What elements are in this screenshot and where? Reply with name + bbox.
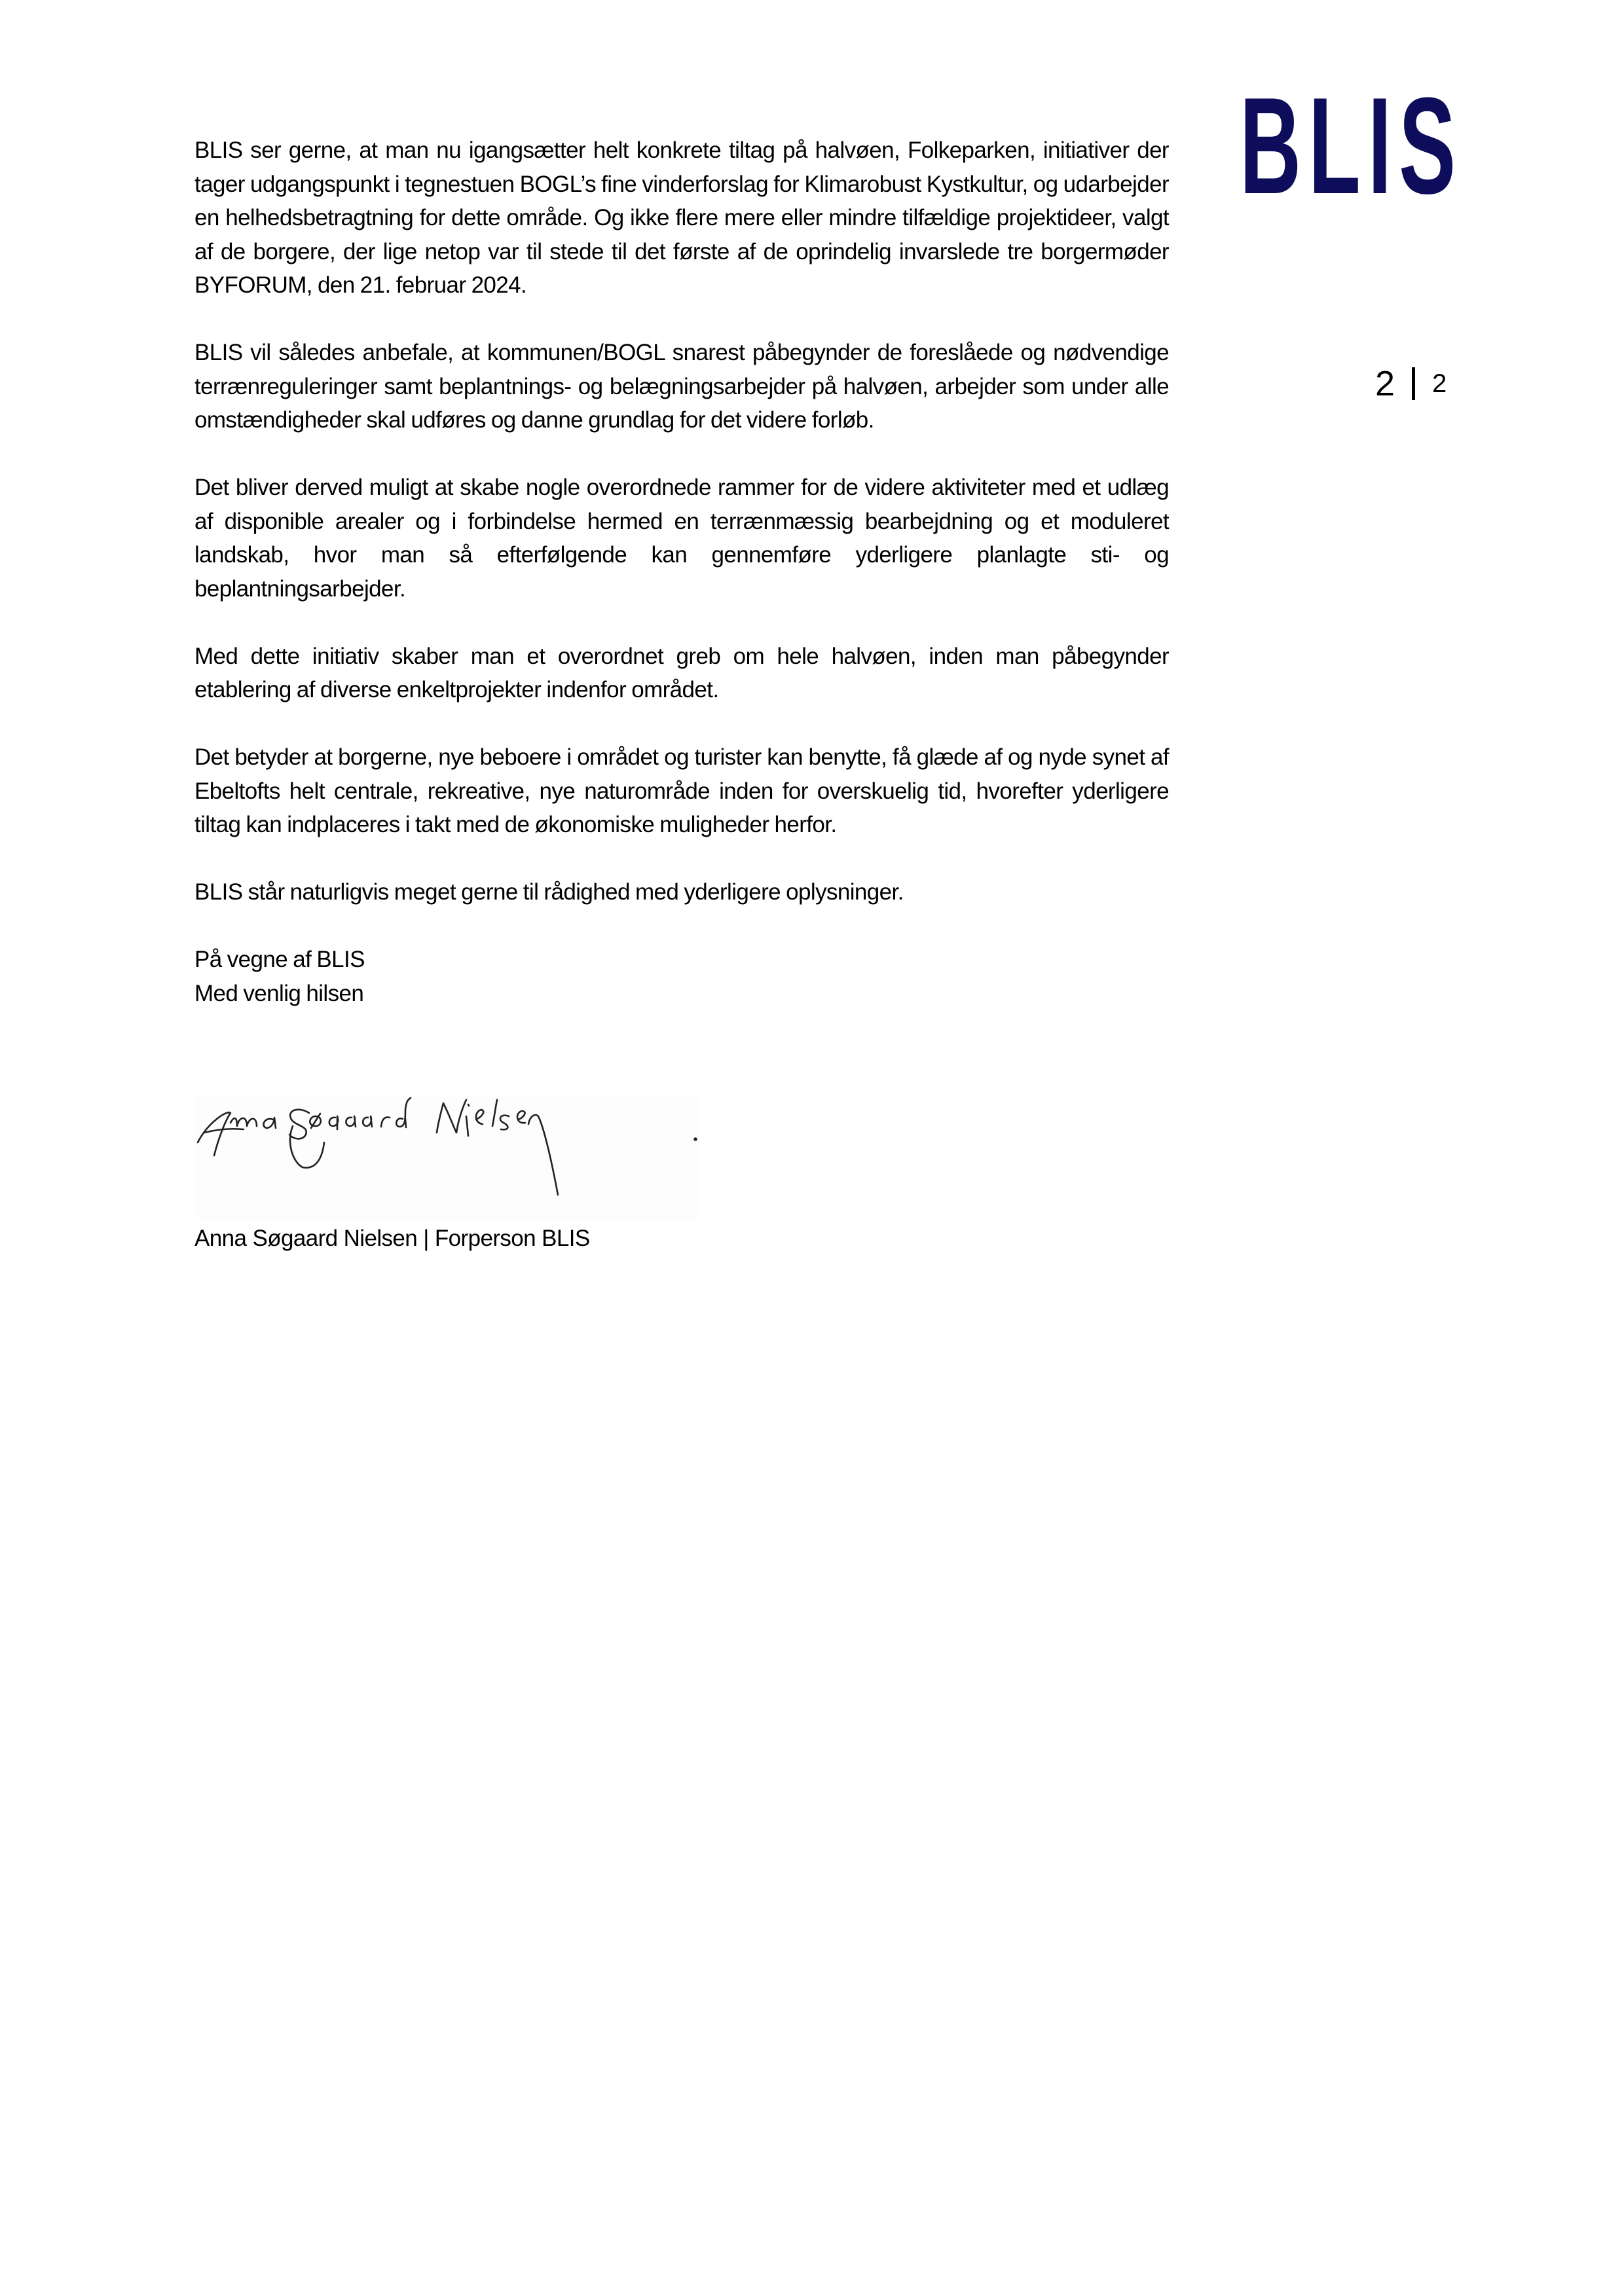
paragraph-5: Det betyder at borgerne, nye beboere i området og turister kan benytte, få glæde af og nyde synet af Ebeltofts helt centrale, rekreative, nye naturområde inden for overskuelig tid, hvorefter yderligere tiltag kan indplaceres i takt med de økonomiske muligheder herfor. bbox=[194, 744, 1169, 837]
signer-name-title: Anna Søgaard Nielsen | Forperson BLIS bbox=[194, 1226, 590, 1251]
paragraph-3: Det bliver derved muligt at skabe nogle overordnede rammer for de videre aktiviteter med et udlæg af disponible arealer og i forbindelse hermed en terrænmæssig bearbejdning og et moduleret landskab, hvor man så efterfølgende kan gennemføre yderligere planlagte sti- og beplantningsarbejder. bbox=[194, 475, 1169, 602]
paragraph-1: BLIS ser gerne, at man nu igangsætter helt konkrete tiltag på halvøen, Folkeparken, initiativer der tager udgangspunkt i tegnestuen BOGL’s fine vinderforslag for Klimarobust Kystkultur, og udarbejder en helhedsbetragtning for dette område. Og ikke flere mere eller mindre tilfældige projektideer, valgt af de borgere, der lige netop var til stede til det første af de oprindelig invarslede tre borgermøder BYFORUM, den 21. februar 2024. bbox=[194, 137, 1169, 298]
page-total: 2 bbox=[1432, 369, 1447, 398]
page-separator bbox=[1412, 367, 1415, 400]
signature-icon bbox=[194, 1097, 699, 1221]
page-number bbox=[1375, 363, 1447, 404]
blis-logo: BLIS bbox=[1240, 69, 1464, 223]
paragraph-4: Med dette initiativ skaber man et overordnet greb om hele halvøen, inden man påbegynder etablering af diverse enkeltprojekter indenfor området. bbox=[194, 643, 1169, 702]
page-current: 2 bbox=[1375, 364, 1395, 403]
closing bbox=[194, 943, 1169, 1010]
closing-line-on-behalf: På vegne af BLIS bbox=[194, 947, 365, 972]
letter-body bbox=[194, 134, 1169, 1010]
paragraph-2: BLIS vil således anbefale, at kommunen/BOGL snarest påbegynder de foreslåede og nødvendige terrænreguleringer samt beplantnings- og belægningsarbejder på halvøen, arbejder som under alle omstændigheder skal udføres og danne grundlag for det videre forløb. bbox=[194, 340, 1169, 433]
closing-line-regards: Med venlig hilsen bbox=[194, 980, 364, 1006]
signature-image bbox=[194, 1097, 699, 1221]
paragraph-6: BLIS står naturligvis meget gerne til rådighed med yderligere oplysninger. bbox=[194, 879, 904, 905]
